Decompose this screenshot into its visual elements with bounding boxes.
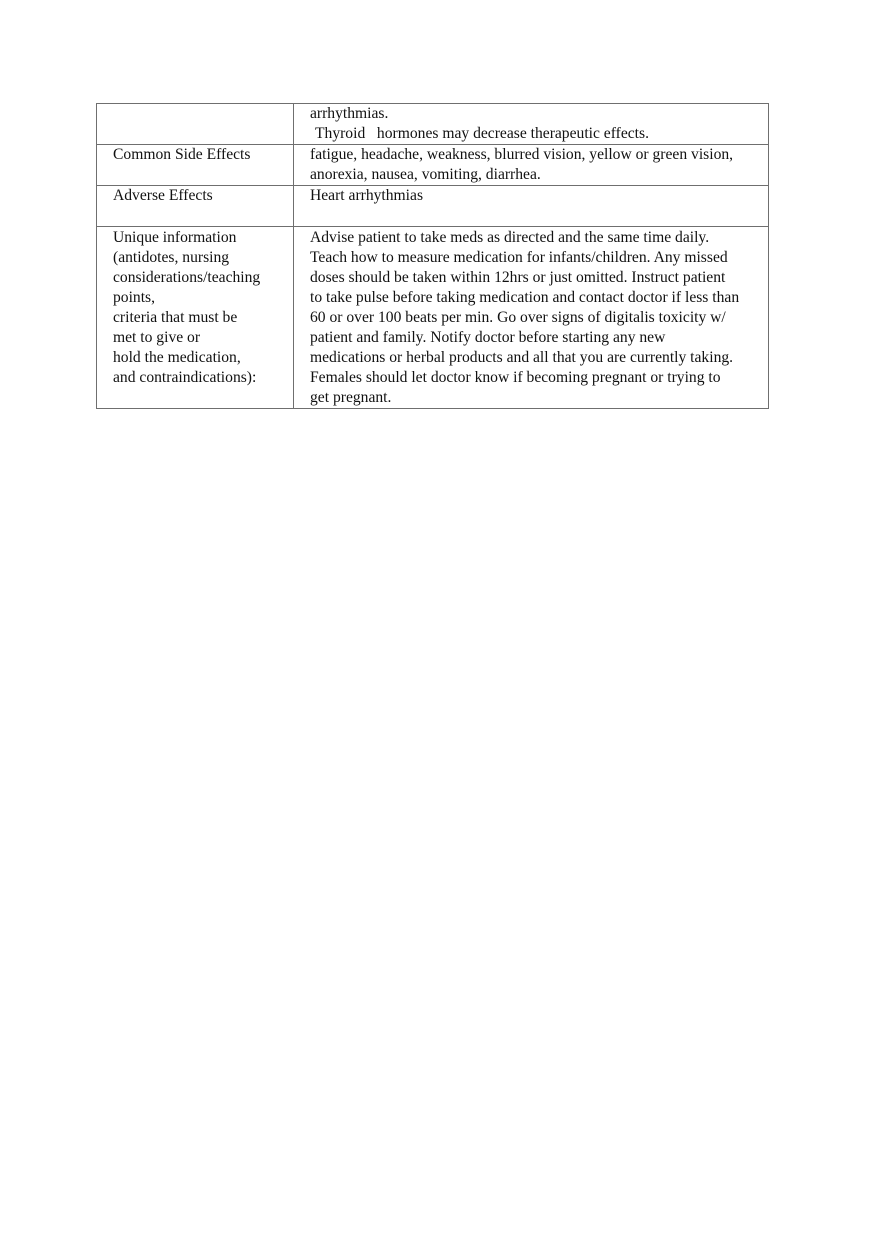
label-line: Common Side Effects [113,146,251,163]
table-row-adverse-effects [97,186,769,227]
text-line: arrhythmias. [310,105,389,122]
row-value [294,227,769,409]
text-line: to take pulse before taking medication and contact doctor if less than [310,289,740,306]
row-label-empty [97,104,294,145]
text-line: Teach how to measure medication for infants/children. Any missed [310,249,728,266]
text-line: medications or herbal products and all that you are currently taking. [310,349,734,366]
row-value [294,186,769,227]
text-line: Advise patient to take meds as directed and the same time daily. [310,229,710,246]
row-label [97,186,294,227]
text-line: get pregnant. [310,389,392,406]
text-line: Thyroid hormones may decrease therapeutic effects. [315,125,649,142]
row-label [97,227,294,409]
text-line: patient and family. Notify doctor before starting any new [310,329,666,346]
medication-info-table [96,103,769,409]
text-line: Females should let doctor know if becoming pregnant or trying to [310,369,721,386]
row-value-interactions [294,104,769,145]
table-row-continuation [97,104,769,145]
text-line: anorexia, nausea, vomiting, diarrhea. [310,166,541,183]
label-line: points, [113,289,156,306]
table-row-unique-information [97,227,769,409]
label-line: (antidotes, nursing [113,249,230,266]
label-line: Adverse Effects [113,187,213,204]
table-row-common-side-effects [97,145,769,186]
label-line: considerations/teaching [113,269,261,286]
row-label [97,145,294,186]
label-line: hold the medication, [113,349,241,366]
row-value [294,145,769,186]
label-line: met to give or [113,329,201,346]
text-line: fatigue, headache, weakness, blurred vision, yellow or green vision, [310,146,734,163]
text-line: doses should be taken within 12hrs or just omitted. Instruct patient [310,269,726,286]
text-line: Heart arrhythmias [310,187,424,204]
label-line: criteria that must be [113,309,238,326]
text-line: 60 or over 100 beats per min. Go over signs of digitalis toxicity w/ [310,309,726,326]
label-line: and contraindications): [113,369,257,386]
label-line: Unique information [113,229,237,246]
